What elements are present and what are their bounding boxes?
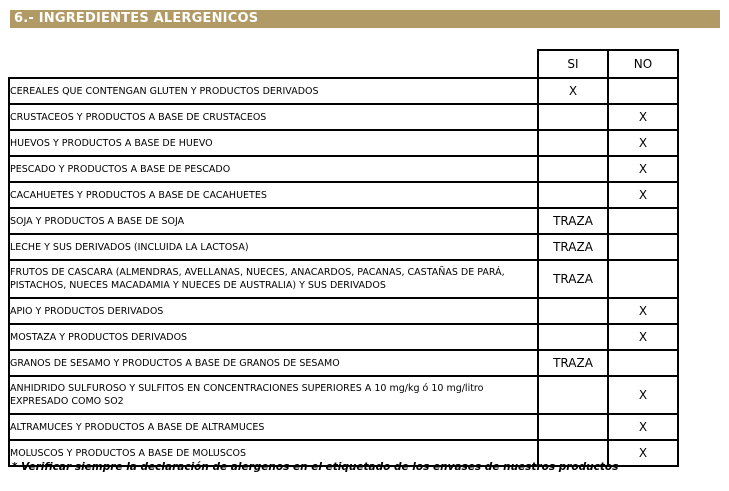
no-cell: X [608, 414, 678, 440]
table-row [9, 156, 678, 182]
column-header-no: NO [608, 50, 678, 78]
footnote: * Verificar siempre la declaración de alergenos en el etiquetado de los envases de nuestros productos [12, 461, 619, 473]
no-cell: X [608, 376, 678, 414]
si-cell: TRAZA [538, 350, 608, 376]
allergen-name: HUEVOS Y PRODUCTOS A BASE DE HUEVO [9, 130, 538, 156]
no-cell: X [608, 104, 678, 130]
si-cell [538, 156, 608, 182]
allergen-name: SOJA Y PRODUCTOS A BASE DE SOJA [9, 208, 538, 234]
allergen-name: APIO Y PRODUCTOS DERIVADOS [9, 298, 538, 324]
si-cell [538, 324, 608, 350]
allergen-name: CEREALES QUE CONTENGAN GLUTEN Y PRODUCTOS DERIVADOS [9, 78, 538, 104]
allergen-table [8, 49, 679, 467]
si-cell: TRAZA [538, 208, 608, 234]
no-cell [608, 208, 678, 234]
si-cell: TRAZA [538, 260, 608, 298]
allergen-name: ALTRAMUCES Y PRODUCTOS A BASE DE ALTRAMUCES [9, 414, 538, 440]
no-cell: X [608, 182, 678, 208]
si-cell: TRAZA [538, 234, 608, 260]
si-cell [538, 182, 608, 208]
table-row [9, 78, 678, 104]
table-row [9, 350, 678, 376]
column-header-si: SI [538, 50, 608, 78]
table-row [9, 414, 678, 440]
table-header-row [9, 50, 678, 78]
table-row [9, 376, 678, 414]
no-cell [608, 350, 678, 376]
no-cell [608, 78, 678, 104]
table-row [9, 104, 678, 130]
table-row [9, 130, 678, 156]
allergen-name: MOLUSCOS Y PRODUCTOS A BASE DE MOLUSCOS [9, 440, 538, 466]
allergen-name: CRUSTACEOS Y PRODUCTOS A BASE DE CRUSTACEOS [9, 104, 538, 130]
section-title: 6.- INGREDIENTES ALERGENICOS [10, 10, 720, 28]
no-cell: X [608, 440, 678, 466]
no-cell: X [608, 298, 678, 324]
si-cell [538, 104, 608, 130]
allergen-name: ANHIDRIDO SULFUROSO Y SULFITOS EN CONCENTRACIONES SUPERIORES A 10 mg/kg ó 10 mg/litro EXPRESADO COMO SO2 [9, 376, 538, 414]
si-cell: X [538, 78, 608, 104]
table-row [9, 234, 678, 260]
allergen-name: LECHE Y SUS DERIVADOS (INCLUIDA LA LACTOSA) [9, 234, 538, 260]
allergen-name: FRUTOS DE CASCARA (ALMENDRAS, AVELLANAS, NUECES, ANACARDOS, PACANAS, CASTAÑAS DE PARÁ, PISTACHOS, NUECES MACADAMIA Y NUECES DE AUSTRALIA) Y SUS DERIVADOS [9, 260, 538, 298]
table-row [9, 208, 678, 234]
allergen-name: CACAHUETES Y PRODUCTOS A BASE DE CACAHUETES [9, 182, 538, 208]
si-cell [538, 376, 608, 414]
table-row [9, 298, 678, 324]
allergen-name: GRANOS DE SESAMO Y PRODUCTOS A BASE DE GRANOS DE SESAMO [9, 350, 538, 376]
table-row [9, 260, 678, 298]
no-cell: X [608, 130, 678, 156]
no-cell: X [608, 156, 678, 182]
no-cell [608, 234, 678, 260]
si-cell [538, 130, 608, 156]
no-cell [608, 260, 678, 298]
si-cell [538, 298, 608, 324]
si-cell [538, 414, 608, 440]
header-spacer [9, 50, 538, 78]
no-cell: X [608, 324, 678, 350]
allergen-name: PESCADO Y PRODUCTOS A BASE DE PESCADO [9, 156, 538, 182]
table-row [9, 182, 678, 208]
allergen-name: MOSTAZA Y PRODUCTOS DERIVADOS [9, 324, 538, 350]
table-row [9, 324, 678, 350]
